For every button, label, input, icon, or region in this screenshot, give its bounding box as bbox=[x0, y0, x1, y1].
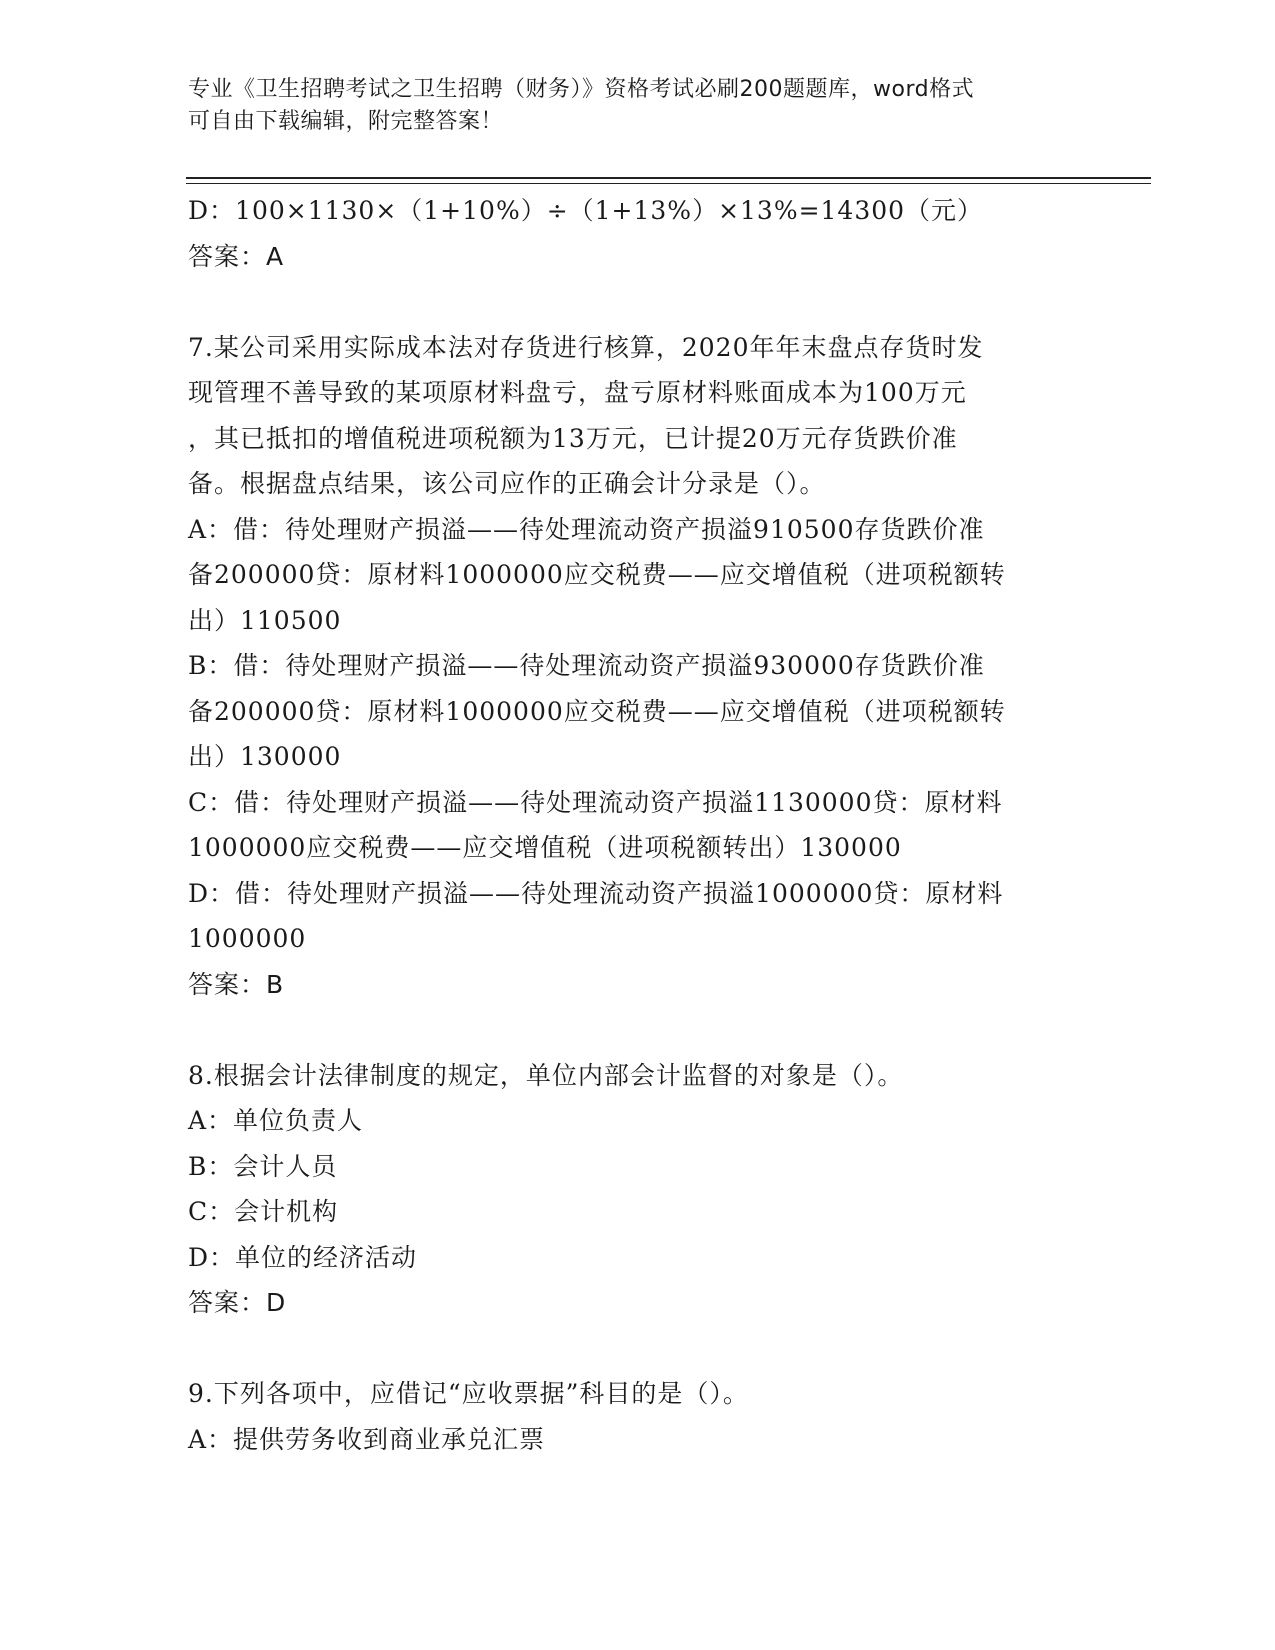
option-d: D：借：待处理财产损溢——待处理流动资产损溢1000000贷：原材料 bbox=[188, 878, 1004, 908]
option-b: B：借：待处理财产损溢——待处理流动资产损溢930000存货跌价准 bbox=[188, 651, 985, 680]
option-c: 1000000应交税费——应交增值税（进项税额转出）130000 bbox=[188, 833, 902, 862]
option-b: 出）130000 bbox=[188, 742, 342, 771]
option-c: C：借：待处理财产损溢——待处理流动资产损溢1130000贷：原材料 bbox=[188, 787, 1003, 817]
spacer bbox=[188, 279, 1088, 325]
spacer bbox=[188, 1007, 1088, 1053]
option-d: D：100×1130×（1+10%）÷（1+13%）×13%=14300（元） bbox=[188, 196, 984, 225]
question-6-tail bbox=[188, 188, 1088, 279]
question-9 bbox=[188, 1371, 1088, 1462]
option-d: 1000000 bbox=[188, 924, 307, 953]
question-stem: ，其已抵扣的增值税进项税额为13万元，已计提20万元存货跌价准 bbox=[188, 423, 958, 453]
option-c: C：会计机构 bbox=[188, 1197, 339, 1226]
header-rule-thick bbox=[186, 177, 1151, 179]
option-a: A：提供劳务收到商业承兑汇票 bbox=[188, 1424, 546, 1454]
option-a: A：借：待处理财产损溢——待处理流动资产损溢910500存货跌价准 bbox=[188, 514, 985, 544]
option-a: 出）110500 bbox=[188, 605, 342, 635]
spacer bbox=[188, 1326, 1088, 1372]
option-b: B：会计人员 bbox=[188, 1151, 338, 1181]
option-d: D：单位的经济活动 bbox=[188, 1242, 418, 1272]
answer: 答案：B bbox=[188, 969, 285, 999]
header-rule-thin bbox=[186, 183, 1151, 184]
question-7 bbox=[188, 325, 1088, 1008]
header-title-line-2: 可自由下载编辑，附完整答案！ bbox=[188, 109, 504, 134]
answer: 答案：A bbox=[188, 241, 285, 271]
question-stem: 9.下列各项中，应借记“应收票据”科目的是（）。 bbox=[188, 1379, 749, 1408]
question-stem: 备。根据盘点结果，该公司应作的正确会计分录是（）。 bbox=[188, 469, 826, 498]
option-a: A：单位负责人 bbox=[188, 1106, 364, 1135]
question-stem: 现管理不善导致的某项原材料盘亏，盘亏原材料账面成本为100万元 bbox=[188, 378, 967, 407]
question-stem: 7.某公司采用实际成本法对存货进行核算，2020年年末盘点存货时发 bbox=[188, 332, 984, 362]
document-body bbox=[188, 188, 1088, 1462]
header-title-line-1: 专业《卫生招聘考试之卫生招聘（财务）》资格考试必刷200题题库，word格式 bbox=[188, 77, 975, 102]
option-a: 备200000贷：原材料1000000应交税费——应交增值税（进项税额转 bbox=[188, 560, 1006, 589]
question-8 bbox=[188, 1053, 1088, 1326]
document-header bbox=[188, 74, 1068, 138]
option-b: 备200000贷：原材料1000000应交税费——应交增值税（进项税额转 bbox=[188, 696, 1006, 726]
answer: 答案：D bbox=[188, 1288, 287, 1317]
question-stem: 8.根据会计法律制度的规定，单位内部会计监督的对象是（）。 bbox=[188, 1060, 904, 1090]
